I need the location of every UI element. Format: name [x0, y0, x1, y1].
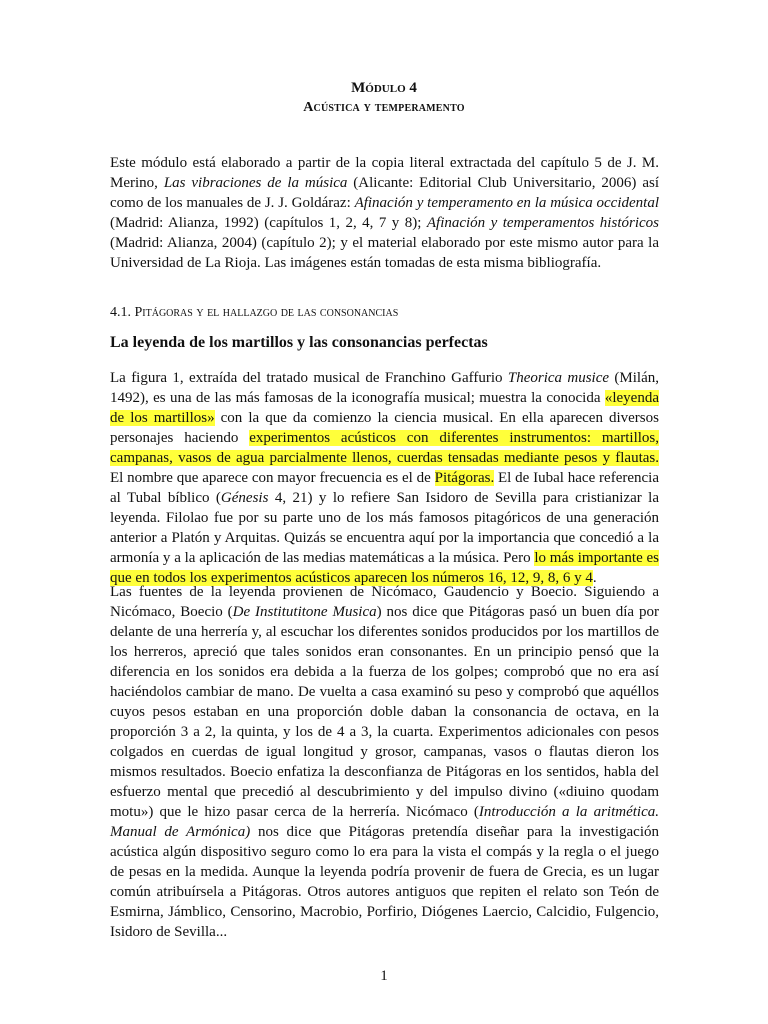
paragraph-text: La figura 1, extraída del tratado musical de Franchino Gaffurio: [110, 370, 508, 386]
highlight: Pitágoras.: [434, 470, 495, 486]
paragraph-text: 4, 21) y lo refiere San Isidoro de Sevilla para cristianizar la leyenda. Filolao fue por su parte uno de los más famosos pitagóricos de una generación anterior a Platón y Arquitas. Quizás se encuentra aquí por la importancia que concedió a la armonía y a la aplicación de las medias matemáticas a la música. Pero: [110, 490, 660, 566]
paragraph-text: .: [592, 570, 597, 586]
book-title: Introducción a la aritmética. Manual de Armónica): [110, 804, 659, 840]
intro-text: Este módulo está elaborado a partir de la copia literal extractada del capítulo 5 de J. M. Merino,: [110, 155, 659, 191]
section-title: Pitágoras y el hallazgo de las consonancias: [134, 305, 399, 320]
section-number: 4.1.: [110, 305, 135, 320]
paragraph-text: El nombre que aparece con mayor frecuencia es el de: [110, 470, 435, 486]
intro-paragraph: [110, 153, 659, 273]
intro-text: (Madrid: Alianza, 1992) (capítulos 1, 2, 4, 7 y 8);: [110, 215, 427, 231]
book-title: Afinación y temperamentos históricos: [426, 215, 659, 231]
highlight: experimentos acústicos con diferentes instrumentos: martillos, campanas, vasos de agua parcialmente llenos, cuerdas tensadas mediante pesos y flautas.: [110, 430, 660, 466]
page-number: 1: [380, 968, 388, 984]
section-heading: [110, 303, 398, 323]
paragraph-text: Las fuentes de la leyenda provienen de Nicómaco, Gaudencio y Boecio. Siguiendo a Nicómaco, Boecio (: [110, 584, 659, 620]
book-title: Afinación y temperamento en la música occidental: [354, 195, 659, 211]
paragraph-text: El de Iubal hace referencia al Tubal bíblico (: [110, 470, 659, 506]
subheading: La leyenda de los martillos y las consonancias perfectas: [110, 334, 488, 351]
highlight: «leyenda de los martillos»: [110, 390, 659, 426]
intro-text: (Alicante: Editorial Club Universitario, 2006) así como de los manuales de J. J. Goldáraz:: [110, 175, 659, 211]
book-title: Theorica musice: [507, 370, 610, 386]
book-title: Génesis: [220, 490, 269, 506]
paragraph-text: nos dice que Pitágoras pretendía diseñar para la investigación acústica algún dispositivo seguro como lo era para la vista el compás y la regla o el juego de pesas en la medida. Aunque la leyenda podría provenir de fuera de Grecia, es un lugar común atribuírsela a Pitágoras. Otros autores antiguos que repiten el relato son Teón de Esmirna, Jámblico, Censorino, Macrobio, Porfirio, Diógenes Laercio, Calcidio, Fulgencio, Isidoro de Sevilla...: [110, 824, 659, 940]
paragraph-text: (Milán, 1492), es una de las más famosas de la iconografía musical; muestra la conocida: [110, 370, 659, 406]
module-title: Módulo 4: [351, 80, 417, 96]
book-title: Las vibraciones de la música: [163, 175, 348, 191]
intro-text: (Madrid: Alianza, 2004) (capítulo 2); y el material elaborado por este mismo autor para la Universidad de La Rioja. Las imágenes están tomadas de esta misma bibliografía.: [110, 235, 659, 271]
paragraph-text: con la que da comienzo la ciencia musical. En ella aparecen diversos personajes haciendo: [110, 410, 659, 446]
paragraph-text: ) nos dice que Pitágoras pasó un buen día por delante de una herrería y, al escuchar los diferentes sonidos producidos por los martillos de los herreros, apreció que tales sonidos eran consonantes. En un principio pensó que la diferencia en los sonidos era debida a la fuerza de los golpes; comprobó que no era así haciéndolos cambiar de mano. De vuelta a casa examinó su peso y comprobó que aquéllos cuyos pesos estaban en una proporción doble daban la consonancia de octava, en la proporción 3 a 2, la quinta, y los de 4 a 3, la cuarta. Experimentos adicionales con pesos colgados en cuerdas de igual longitud y grosor, campanas, vasos o flautas dieron los mismos resultados. Boecio enfatiza la desconfianza de Pitágoras en los sentidos, habla del esfuerzo mental que precedió al descubrimiento y del impulso divino («diuino quodam motu») que le hizo pasar cerca de la herrería. Nicómaco (: [110, 604, 659, 820]
paragraph-1: [110, 368, 659, 588]
paragraph-2: [110, 582, 659, 942]
highlight: lo más importante es que en todos los experimentos acústicos aparecen los números 16, 12, 9, 8, 6 y 4: [110, 550, 659, 586]
module-subtitle: Acústica y temperamento: [303, 100, 465, 115]
book-title: De Institutitone Musica: [232, 604, 377, 620]
